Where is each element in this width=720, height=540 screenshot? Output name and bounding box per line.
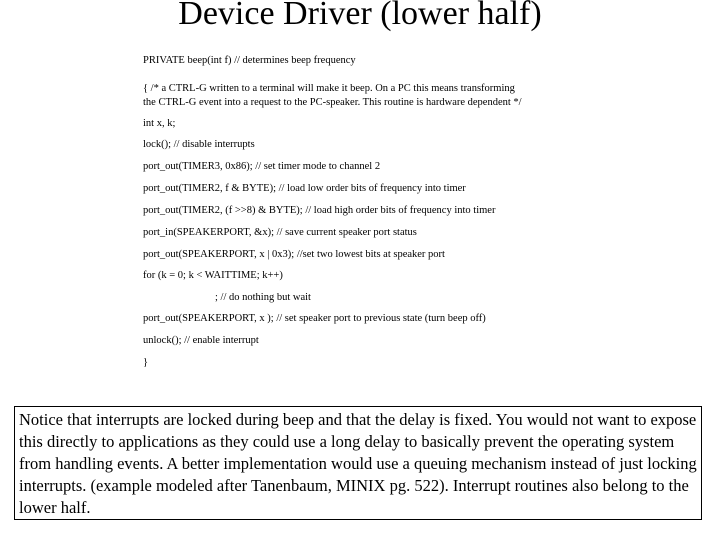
code-line: port_out(TIMER2, f & BYTE); // load low order bits of frequency into timer bbox=[143, 183, 466, 194]
code-line: port_out(TIMER3, 0x86); // set timer mode to channel 2 bbox=[143, 161, 381, 172]
code-line: } bbox=[143, 357, 149, 368]
code-line: port_out(SPEAKERPORT, x ); // set speaker port to previous state (turn beep off) bbox=[143, 313, 486, 324]
code-line: port_in(SPEAKERPORT, &x); // save current speaker port status bbox=[143, 227, 417, 238]
code-line: port_out(SPEAKERPORT, x | 0x3); //set two lowest bits at speaker port bbox=[143, 249, 445, 260]
code-line: int x, k; bbox=[143, 118, 176, 129]
code-line: port_out(TIMER2, (f >>8) & BYTE); // load high order bits of frequency into timer bbox=[143, 205, 496, 216]
code-line: ; // do nothing but wait bbox=[215, 292, 311, 303]
code-line: unlock(); // enable interrupt bbox=[143, 335, 259, 346]
page-title: Device Driver (lower half) bbox=[178, 0, 542, 32]
code-line: { /* a CTRL-G written to a terminal will make it beep. On a PC this means transforming bbox=[143, 83, 515, 94]
code-line: PRIVATE beep(int f) // determines beep frequency bbox=[143, 55, 356, 66]
code-line: lock(); // disable interrupts bbox=[143, 139, 255, 150]
notice-box bbox=[14, 406, 702, 520]
notice-text: Notice that interrupts are locked during beep and that the delay is fixed. You would not want to expose this directly to applications as they could use a long delay to basically prevent the operating system from handling events. A better implementation would use a queuing mechanism instead of just locking interrupts. (example modeled after Tanenbaum, MINIX pg. 522). Interrupt routines also belong to the lower half. bbox=[19, 410, 697, 517]
code-line: the CTRL-G event into a request to the PC-speaker. This routine is hardware dependent */ bbox=[143, 97, 522, 108]
code-line: for (k = 0; k < WAITTIME; k++) bbox=[143, 270, 283, 281]
